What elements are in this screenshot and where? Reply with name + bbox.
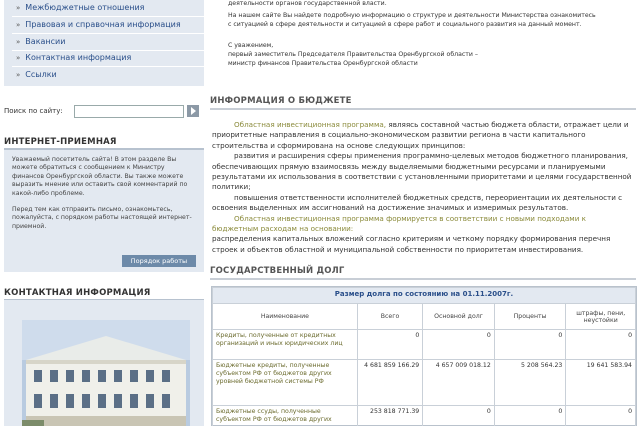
nav-item-label[interactable]: Межбюджетные отношения xyxy=(25,3,145,12)
row-principal: 4 657 009 018.12 xyxy=(423,360,495,406)
letter-signature: министр финансов Правительства Оренбургской области xyxy=(228,60,418,67)
bullet-icon: » xyxy=(16,20,21,29)
letter-text: с ситуацией в сфере деятельности и ситуацией в сфере работ и социального развития на данный момент. xyxy=(228,21,582,28)
nav-item-interbudget[interactable] xyxy=(16,3,145,12)
letter-text: деятельности органов государственной власти. xyxy=(228,0,387,7)
bullet-icon: » xyxy=(16,3,21,12)
nav-item-label[interactable]: Вакансии xyxy=(25,37,66,46)
nav-item-legal[interactable] xyxy=(16,20,181,29)
debt-table-container xyxy=(211,286,637,426)
bullet-icon: » xyxy=(16,37,21,46)
row-penalty: 0 xyxy=(566,406,636,426)
row-total: 0 xyxy=(357,330,422,360)
table-header-row xyxy=(213,304,636,330)
search-label: Поиск по сайту: xyxy=(4,107,63,115)
play-arrow-icon xyxy=(191,107,196,115)
budget-title: ИНФОРМАЦИЯ О БЮДЖЕТЕ xyxy=(210,96,352,106)
budget-paragraph-highlight: Областная инвестиционная программа формируется в соответствии с новыми подходами к бюджетным расходам на основании: xyxy=(212,213,587,234)
row-total: 4 681 859 166.29 xyxy=(357,360,422,406)
table-row xyxy=(213,330,636,360)
budget-paragraph: повышения ответственности исполнителей бюджетных средств, переориентации их деятельности с освоения выделенных им ассигнований на достижение значимых и измеримых результатов. xyxy=(212,192,623,213)
header-total: Всего xyxy=(357,304,422,330)
divider xyxy=(12,50,204,51)
nav-item-contacts[interactable] xyxy=(16,53,131,62)
row-principal: 0 xyxy=(423,330,495,360)
header-penalty: штрафы, пени, неустойки xyxy=(566,304,636,330)
budget-paragraph: развития и расширения сферы применения программно-целевых методов бюджетного планирования, обеспечивающих прямую взаимосвязь между выделяемыми бюджетными ресурсами и планируемыми результатами их использования в соответствии с установленными приоритетами и целями государственной политики; xyxy=(212,151,632,192)
row-penalty: 19 641 583.94 xyxy=(566,360,636,406)
letter-greeting: С уважением, xyxy=(228,42,274,49)
left-column xyxy=(0,0,206,426)
letter-text: На нашем сайте Вы найдете подробную информацию о структуре и деятельности Министерства ознакомитесь xyxy=(228,12,596,19)
nav-item-links[interactable] xyxy=(16,70,57,79)
contact-box xyxy=(4,300,204,426)
reception-text-2: Перед тем как отправить письмо, ознакомьтесь, пожалуйста, с порядком работы настоящей интернет-приемной. xyxy=(12,206,192,230)
sidebar-nav xyxy=(4,0,204,86)
nav-item-label[interactable]: Ссылки xyxy=(25,70,57,79)
row-name: Бюджетные кредиты, полученные субъектом РФ от бюджетов других уровней бюджетной системы РФ xyxy=(213,360,358,406)
divider xyxy=(12,66,204,67)
search-submit-button[interactable] xyxy=(187,105,199,117)
contacts-title: КОНТАКТНАЯ ИНФОРМАЦИЯ xyxy=(4,288,151,298)
divider xyxy=(210,108,636,110)
reception-box xyxy=(4,150,204,272)
main-content xyxy=(206,0,640,426)
search-input[interactable] xyxy=(74,105,184,118)
program-highlight: Областная инвестиционная программа, xyxy=(234,120,387,129)
divider xyxy=(12,33,204,34)
order-button[interactable]: Порядок работы xyxy=(122,255,196,267)
row-interest: 0 xyxy=(494,406,566,426)
nav-item-vacancies[interactable] xyxy=(16,37,65,46)
bullet-icon: » xyxy=(16,70,21,79)
header-name: Наименование xyxy=(213,304,358,330)
row-name: Кредиты, полученные от кредитных организаций и иных юридических лиц xyxy=(213,330,358,360)
table-caption-row xyxy=(213,288,636,304)
budget-text xyxy=(212,120,634,255)
debt-title: ГОСУДАРСТВЕННЫЙ ДОЛГ xyxy=(210,266,345,276)
header-principal: Основной долг xyxy=(423,304,495,330)
row-interest: 0 xyxy=(494,330,566,360)
site-search xyxy=(4,102,204,120)
nav-item-label[interactable]: Контактная информация xyxy=(25,53,132,62)
paragraph-text: являясь составной частью бюджета области, отражает цели и приоритетные направления в социально-экономическом развитии региона в части капитального строительства и сформирована на основе следующих принципов: xyxy=(212,120,629,150)
row-penalty: 0 xyxy=(566,330,636,360)
row-principal: 0 xyxy=(423,406,495,426)
table-caption: Размер долга по состоянию на 01.11.2007г. xyxy=(213,288,636,304)
budget-paragraph: распределения капитальных вложений согласно критериям и четкому порядку формирования перечня строек и объектов областной и муниципальной собственности по приоритетам инвестирования. xyxy=(212,234,611,254)
row-total: 253 818 771.39 xyxy=(357,406,422,426)
nav-item-label[interactable]: Правовая и справочная информация xyxy=(25,20,181,29)
reception-title: ИНТЕРНЕТ-ПРИЕМНАЯ xyxy=(4,137,117,147)
ministry-building-photo xyxy=(22,320,190,426)
budget-paragraph xyxy=(212,120,634,151)
row-name: Бюджетные ссуды, полученные субъектом РФ от бюджетов других xyxy=(213,406,358,426)
row-interest: 5 208 564.23 xyxy=(494,360,566,406)
bullet-icon: » xyxy=(16,53,21,62)
reception-text: Уважаемый посетитель сайта! В этом разделе Вы можете обратиться с сообщением к Министру финансов Оренбургской области. Вы также можете выразить мнение или оставить свой комментарий по какой-либо проблеме. xyxy=(12,156,188,197)
header-interest: Проценты xyxy=(494,304,566,330)
divider xyxy=(12,16,204,17)
table-row xyxy=(213,360,636,406)
debt-table xyxy=(212,287,636,426)
table-row xyxy=(213,406,636,426)
divider xyxy=(210,278,636,280)
letter-signature: первый заместитель Председателя Правительства Оренбургской области – xyxy=(228,51,478,58)
